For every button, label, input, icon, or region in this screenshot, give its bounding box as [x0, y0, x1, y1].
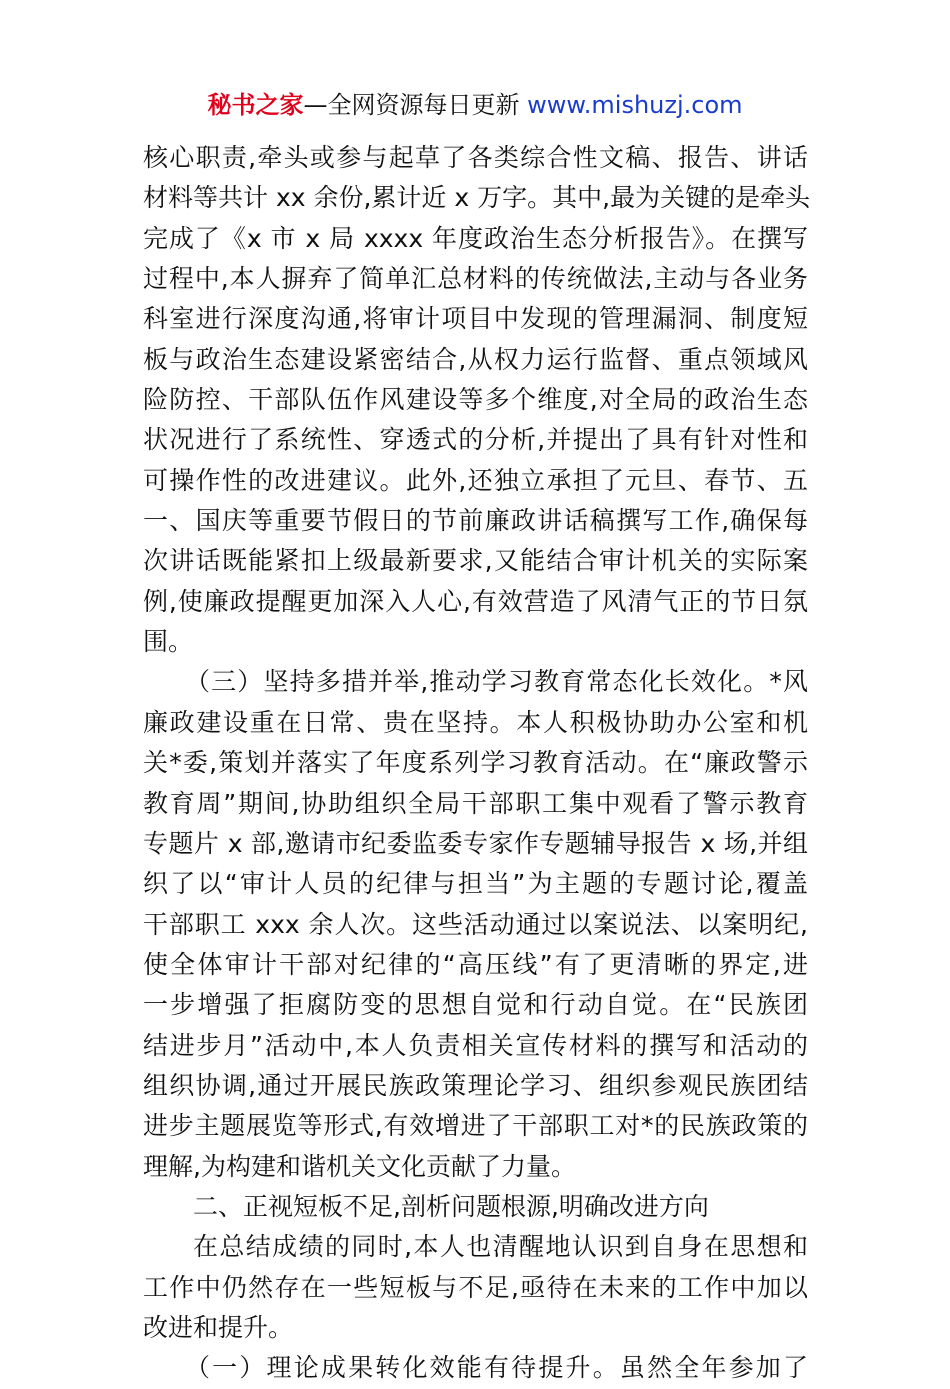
body-line: 在总结成绩的同时,本人也清醒地认识到自身在思想和 [193, 1232, 808, 1262]
body-line: 次讲话既能紧扣上级最新要求,又能结合审计机关的实际案 [143, 546, 808, 576]
body-line: 理解,为构建和谐机关文化贡献了力量。 [143, 1151, 576, 1181]
body-line: 结进步月”活动中,本人负责相关宣传材料的撰写和活动的 [143, 1030, 808, 1060]
section-heading-line: （一）理论成果转化效能有待提升。虽然全年参加了 [185, 1353, 808, 1383]
header-tagline: —全网资源每日更新 [303, 91, 528, 119]
body-line: 可操作性的改进建议。此外,还独立承担了元旦、春节、五 [143, 465, 808, 495]
body-line: 教育周”期间,协助组织全局干部职工集中观看了警示教育 [143, 788, 808, 818]
section-heading-line: （三）坚持多措并举,推动学习教育常态化长效化。*风 [185, 667, 808, 697]
body-line: 材料等共计 xx 余份,累计近 x 万字。其中,最为关键的是牵头 [143, 183, 811, 213]
body-line: 核心职责,牵头或参与起草了各类综合性文稿、报告、讲话 [143, 143, 808, 172]
body-line: 进步主题展览等形式,有效增进了干部职工对*的民族政策的 [143, 1111, 808, 1141]
body-line: 使全体审计干部对纪律的“高压线”有了更清晰的界定,进 [143, 949, 808, 979]
chapter-heading-line: 二、正视短板不足,剖析问题根源,明确改进方向 [193, 1191, 709, 1221]
site-header [0, 88, 950, 122]
body-line: 组织协调,通过开展民族政策理论学习、组织参观民族团结 [143, 1070, 808, 1100]
body-line: 过程中,本人摒弃了简单汇总材料的传统做法,主动与各业务 [143, 264, 808, 294]
body-line: 险防控、干部队伍作风建设等多个维度,对全局的政治生态 [143, 385, 808, 415]
body-line: 专题片 x 部,邀请市纪委监委专家作专题辅导报告 x 场,并组 [143, 828, 808, 858]
body-line: 科室进行深度沟通,将审计项目中发现的管理漏洞、制度短 [143, 304, 808, 334]
body-line: 关*委,策划并落实了年度系列学习教育活动。在“廉政警示 [143, 748, 808, 778]
body-line: 一步增强了拒腐防变的思想自觉和行动自觉。在“民族团 [143, 990, 808, 1020]
body-line: 织了以“审计人员的纪律与担当”为主题的专题讨论,覆盖 [143, 869, 808, 899]
body-line: 完成了《x 市 x 局 xxxx 年度政治生态分析报告》。在撰写 [143, 223, 808, 253]
body-line: 廉政建设重在日常、贵在坚持。本人积极协助办公室和机 [143, 707, 808, 737]
body-line: 一、国庆等重要节假日的节前廉政讲话稿撰写工作,确保每 [143, 506, 808, 536]
body-line: 围。 [143, 627, 194, 657]
site-url[interactable]: www.mishuzj.com [527, 91, 743, 119]
body-line: 板与政治生态建设紧密结合,从权力运行监督、重点领域风 [143, 344, 808, 374]
body-line: 工作中仍然存在一些短板与不足,亟待在未来的工作中加以 [143, 1272, 808, 1302]
body-line: 例,使廉政提醒更加深入人心,有效营造了风清气正的节日氛 [143, 586, 808, 616]
body-line: 状况进行了系统性、穿透式的分析,并提出了具有针对性和 [143, 425, 808, 455]
document-body [143, 138, 811, 1389]
body-line: 干部职工 xxx 余人次。这些活动通过以案说法、以案明纪, [143, 909, 808, 939]
body-line: 改进和提升。 [143, 1312, 294, 1342]
brand-name: 秘书之家 [207, 91, 304, 119]
